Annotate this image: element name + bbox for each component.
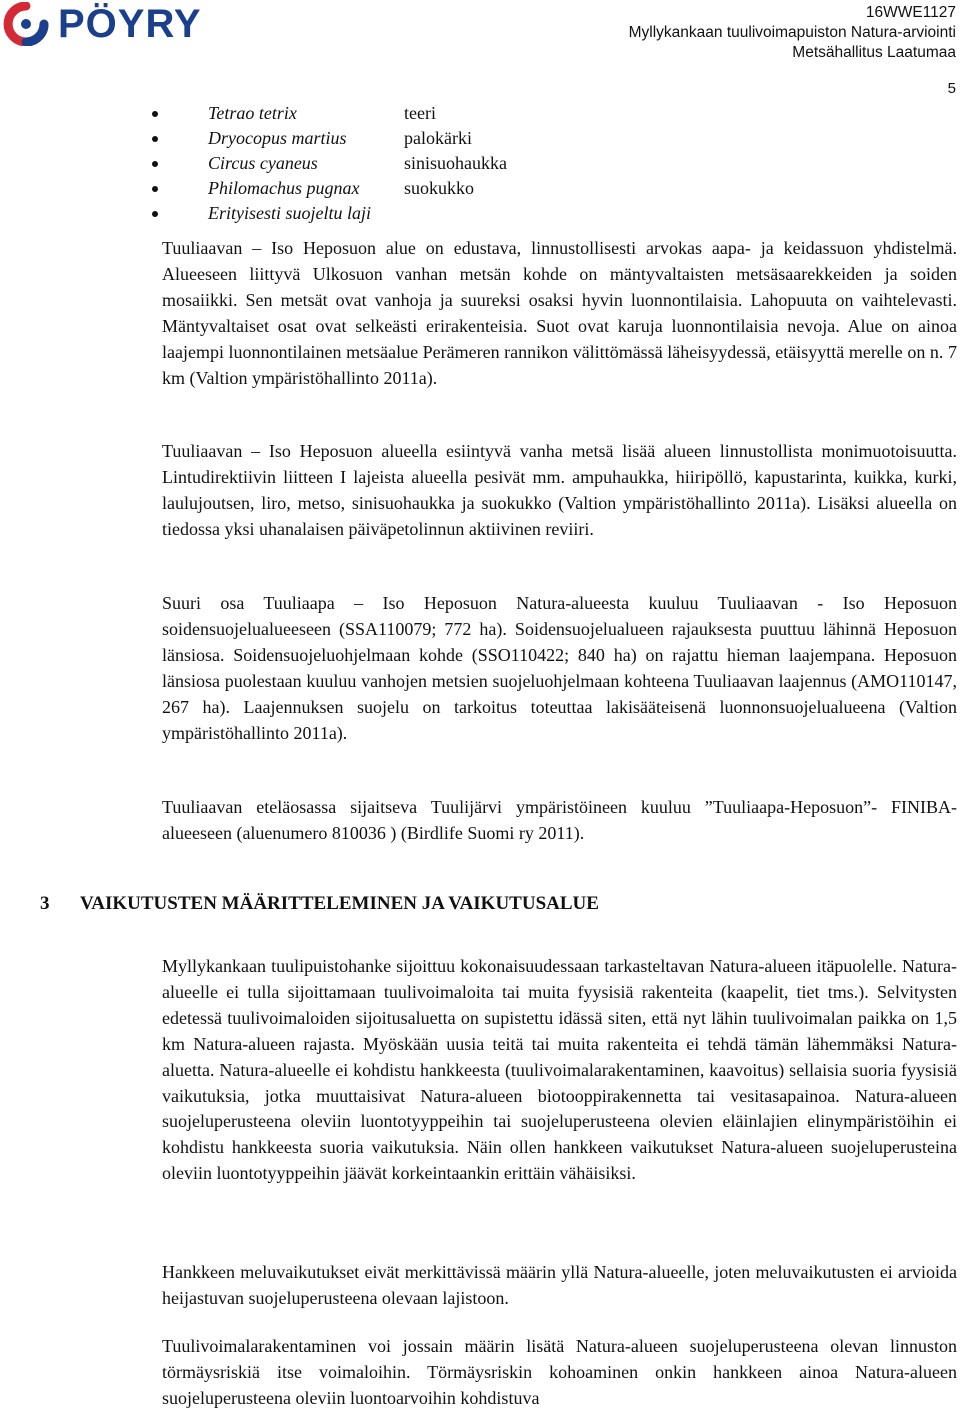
body-paragraph: Suuri osa Tuuliaapa – Iso Heposuon Natura-alueesta kuuluu Tuuliaavan - Iso Heposuon soidensuojelualueeseen (SSA110079; 772 ha). Soidensuojelualueen rajauksesta puuttuu lähinnä Heposuon länsiosa. Soidensuojeluohjelmaan kohde (SSO110422; 840 ha) on rajattu hieman laajempana. Heposuon länsiosa puolestaan kuuluu vanhojen metsien suojeluohjelmaan kohteena Tuuliaavan laajennus (AMO110147, 267 ha). Laajennuksen suojelu on tarkoitus toteuttaa lakisääteisenä luonnonsuojelualueena (Valtion ympäristöhallinto 2011a).	[162, 593, 957, 743]
species-finnish-name: palokärki	[404, 128, 472, 148]
section-title: VAIKUTUSTEN MÄÄRITTELEMINEN JA VAIKUTUSALUE	[80, 893, 599, 914]
species-scientific-name: Tetrao tetrix	[208, 103, 297, 123]
bullet-icon	[152, 211, 158, 217]
body-paragraph: Hankkeen meluvaikutukset eivät merkittävissä määrin yllä Natura-alueelle, joten meluvaikutusten ei arvioida heijastuvan suojeluperusteena olevaan lajistoon.	[162, 1262, 957, 1308]
bullet-icon	[152, 111, 158, 117]
organization: Metsähallitus Laatumaa	[792, 44, 956, 61]
species-finnish-name: suokukko	[404, 178, 475, 198]
body-paragraph: Tuuliaavan eteläosassa sijaitseva Tuulijärvi ympäristöineen kuuluu ”Tuuliaapa-Heposuon”- FINIBA-alueeseen (aluenumero 810036 ) (Birdlife Suomi ry 2011).	[162, 797, 957, 843]
bullet-icon	[152, 186, 158, 192]
document-meta	[629, 3, 956, 63]
body-paragraph: Tuulivoimalarakentaminen voi jossain määrin lisätä Natura-alueen suojeluperusteena olevan linnuston törmäysriskiä itse voimaloihin. Törmäysriskin kohoaminen onkin hankkeen ainoa Natura-alueen suojeluperusteena oleviin luontoarvoihin kohdistuva	[162, 1336, 957, 1408]
bullet-icon	[152, 161, 158, 167]
species-scientific-name: Dryocopus martius	[208, 128, 347, 148]
body-paragraph: Tuuliaavan – Iso Heposuon alue on edustava, linnustollisesti arvokas aapa- ja keidassuon yhdistelmä. Alueeseen liittyvä Ulkosuon vanhan metsän kohde on mäntyvaltaisten metsäsaarekkeiden ja soiden mosaiikki. Sen metsät ovat vanhoja ja suureksi osaksi hyvin luonnontilaisia. Lahopuuta on vaihtelevasti. Mäntyvaltaiset osat ovat selkeästi erirakenteisia. Suot ovat karuja luonnontilaisia nevoja. Alue on ainoa laajempi luonnontilainen metsäalue Perämeren rannikon välittömässä läheisyydessä, etäisyyttä merelle on n. 7 km (Valtion ympäristöhallinto 2011a).	[162, 238, 957, 388]
species-scientific-name: Circus cyaneus	[208, 153, 318, 173]
body-paragraph: Myllykankaan tuulipuistohanke sijoittuu kokonaisuudessaan tarkasteltavan Natura-alueen itäpuolelle. Natura-alueelle ei tulla sijoittamaan tuulivoimaloita tai muita fyysisiä rakenteita (kaapelit, tiet tms.). Selvitysten edetessä tuulivoimaloiden sijoitusaluetta on supistettu idässä siten, että nyt lähin tuulivoimalan paikka on 1,5 km Natura-alueen rajasta. Myöskään uusia teitä tai muita rakenteita ei tehdä tämän lähemmäksi Natura-aluetta. Natura-alueelle ei kohdistu hankkeesta (tuulivoimalarakentaminen, kaavoitus) sellaisia suoria fyysisiä vaikutuksia, jotka muuttaisivat Natura-alueen biotooppirakennetta tai vesitasapainoa. Natura-alueen suojeluperusteena oleviin luontotyyppeihin tai suojeluperusteena olevien eläinlajien elinympäristöihin ei kohdistu hankkeesta suoria vaikutuksia. Näin ollen hankkeen vaikutukset Natura-alueen suojeluperusteina oleviin luontotyyppeihin jäävät korkeintaankin erittäin vähäisiksi.	[162, 956, 957, 1184]
section-heading	[40, 891, 599, 917]
document-id: 16WWE1127	[865, 4, 956, 21]
species-scientific-name: Erityisesti suojeltu laji	[208, 203, 371, 223]
species-scientific-name: Philomachus pugnax	[208, 178, 360, 198]
page-number: 5	[947, 80, 956, 97]
body-paragraph: Tuuliaavan – Iso Heposuon alueella esiintyvä vanha metsä lisää alueen linnustollista monimuotoisuutta. Lintudirektiivin liitteen I lajeista alueella pesivät mm. ampuhaukka, hiiripöllö, kapustarinta, kuikka, kurki, laulujoutsen, liro, metso, sinisuohaukka ja suokukko (Valtion ympäristöhallinto 2011a). Lisäksi alueella on tiedossa yksi uhanalaisen päiväpetolinnun aktiivinen reviiri.	[162, 441, 957, 539]
bullet-icon	[152, 136, 158, 142]
species-finnish-name: teeri	[404, 103, 436, 123]
document-title: Myllykankaan tuulivoimapuiston Natura-arviointi	[628, 24, 956, 41]
section-number: 3	[40, 893, 50, 914]
poyry-logo-icon	[0, 2, 52, 46]
species-finnish-name: sinisuohaukka	[404, 153, 507, 173]
poyry-logo	[0, 2, 202, 46]
page-header	[0, 0, 960, 60]
logo-wordmark: PÖYRY	[58, 2, 202, 46]
